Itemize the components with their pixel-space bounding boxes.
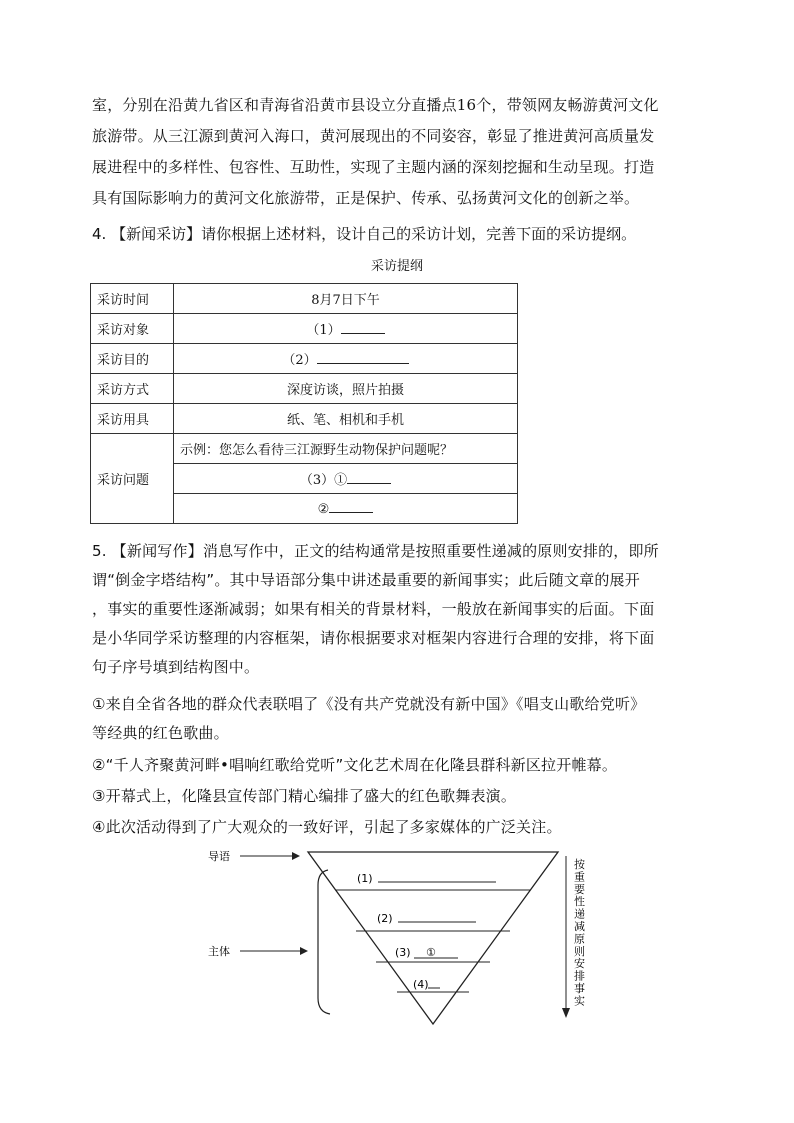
body-arrow-head	[300, 947, 308, 955]
pyramid-outline	[308, 852, 558, 1024]
side-text-char: 原	[574, 932, 585, 946]
prompt-line: 5. 【新闻写作】消息写作中，正文的结构通常是按照重要性递减的原则安排的，即所	[92, 542, 659, 560]
question-4-prompt: 4. 【新闻采访】请你根据上述材料，设计自己的采访计划，完善下面的采访提纲。	[92, 225, 637, 243]
answer-blank-3a[interactable]	[347, 471, 391, 484]
level-3-circled: ①	[426, 946, 436, 959]
level-3-label: (3)	[395, 946, 411, 959]
side-text-char: 实	[574, 994, 585, 1008]
sentence-item-4	[92, 813, 704, 842]
prompt-line: 句子序号填到结构图中。	[92, 658, 260, 676]
material-line: 具有国际影响力的黄河文化旅游带，正是保护、传承、弘扬黄河文化的创新之举。	[92, 189, 640, 207]
side-text-char: 减	[574, 920, 585, 933]
item-line: ②“千人齐聚黄河畔•唱响红歌给党听”文化艺术周在化隆县群科新区拉开帷幕。	[92, 756, 618, 774]
table-row	[91, 284, 518, 314]
row-value: 纸、笔、相机和手机	[174, 404, 518, 434]
row-label: 采访时间	[91, 284, 174, 314]
side-text-char: 则	[574, 944, 585, 958]
prompt-line: ，事实的重要性逐渐减弱；如果有相关的背景材料，一般放在新闻事实的后面。下面	[92, 600, 655, 618]
side-text-char: 按	[574, 858, 585, 871]
answer-blank-3b[interactable]	[329, 500, 373, 513]
prompt-line: 是小华同学采访整理的内容框架，请你根据要求对框架内容进行合理的安排，将下面	[92, 629, 655, 647]
inverted-pyramid-diagram	[200, 840, 600, 1025]
side-text-char: 排	[574, 969, 585, 983]
table-title: 采访提纲	[370, 259, 423, 274]
body-label: 主体	[208, 945, 230, 958]
question-answer-cell	[174, 464, 518, 494]
blank-number: （1）	[306, 323, 341, 338]
level-2-label: (2)	[377, 912, 393, 925]
blank-number: ②	[317, 502, 330, 517]
interview-outline-table	[90, 283, 518, 524]
material-paragraph	[92, 90, 702, 214]
body-brace	[318, 870, 330, 1014]
sentence-item-3	[92, 782, 704, 811]
question-5-prompt	[92, 537, 704, 682]
row-value: 深度访谈，照片拍摄	[174, 374, 518, 404]
material-line: 旅游带。从三江源到黄河入海口，黄河展现出的不同姿容，彰显了推进黄河高质量发	[92, 127, 655, 145]
table-row	[91, 344, 518, 374]
material-line: 室，分别在沿黄九省区和青海省沿黄市县设立分直播点16个，带领网友畅游黄河文化	[92, 96, 659, 114]
prompt-line: 谓“倒金字塔结构”。其中导语部分集中讲述最重要的新闻事实；此后随文章的展开	[92, 571, 640, 589]
side-arrow-head	[562, 1008, 570, 1018]
item-line: ③开幕式上，化隆县宣传部门精心编排了盛大的红色歌舞表演。	[92, 787, 517, 805]
side-text-char: 事	[574, 982, 585, 995]
table-row	[91, 374, 518, 404]
row-label: 采访用具	[91, 404, 174, 434]
lead-arrow-head	[292, 852, 300, 860]
side-vertical-text	[574, 857, 586, 1007]
blank-number: （2）	[282, 353, 317, 368]
purpose-answer-cell	[174, 344, 518, 374]
material-line: 展进程中的多样性、包容性、互助性，实现了主题内涵的深刻挖掘和生动呈现。打造	[92, 158, 655, 176]
level-1-label: (1)	[357, 872, 373, 885]
answer-blank-2[interactable]	[317, 351, 409, 364]
question-answer-cell	[174, 494, 518, 524]
item-line: ①来自全省各地的群众代表联唱了《没有共产党就没有新中国》《唱支山歌给党听》	[92, 695, 646, 713]
lead-label: 导语	[208, 850, 230, 863]
table-row	[91, 404, 518, 434]
level-4-label: (4)	[413, 978, 429, 991]
table-row	[91, 434, 518, 464]
item-line: ④此次活动得到了广大观众的一致好评，引起了多家媒体的广泛关注。	[92, 818, 562, 836]
answer-blank-1[interactable]	[341, 321, 385, 334]
item-line: 等经典的红色歌曲。	[92, 724, 229, 742]
blank-number: （3）①	[299, 473, 348, 488]
interviewee-answer-cell	[174, 314, 518, 344]
row-label: 采访目的	[91, 344, 174, 374]
row-label: 采访对象	[91, 314, 174, 344]
row-label: 采访方式	[91, 374, 174, 404]
side-text-char: 安	[574, 957, 585, 971]
row-value: 8月7日下午	[174, 284, 518, 314]
sentence-item-2	[92, 751, 704, 780]
table-row	[91, 314, 518, 344]
side-text-char: 性	[574, 895, 585, 909]
question-example: 示例：您怎么看待三江源野生动物保护问题呢？	[174, 434, 518, 464]
sentence-item-1	[92, 690, 704, 748]
side-text-char: 要	[574, 882, 585, 896]
row-label: 采访问题	[91, 434, 174, 524]
side-text-char: 递	[574, 907, 585, 921]
side-text-char: 重	[574, 870, 585, 884]
